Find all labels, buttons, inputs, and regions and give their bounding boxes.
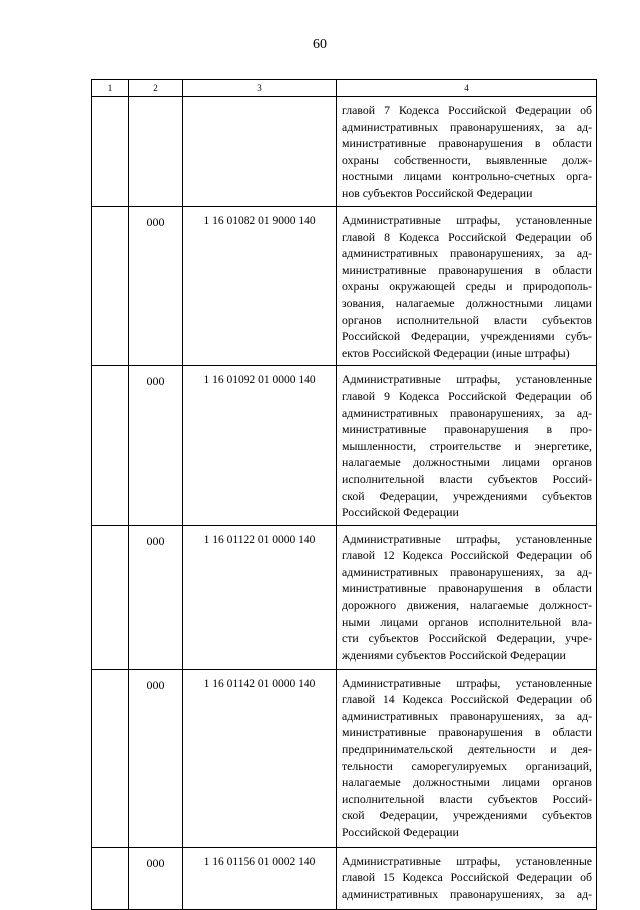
description-line: министративные правонарушения в области	[342, 725, 592, 740]
description-line: министративные правонарушения в области	[342, 581, 592, 596]
row-index-cell	[92, 525, 129, 669]
table-row	[92, 207, 597, 366]
description-line: Административные штрафы, установленные	[342, 213, 592, 227]
revenue-code-cell: 1 16 01142 01 0000 140	[183, 669, 337, 847]
description-line: охраны собственности, выявленные долж-	[342, 152, 592, 167]
description-line: главой 8 Кодекса Российской Федерации об	[342, 229, 592, 244]
table-row	[92, 847, 597, 909]
description-line: ными лицами органов исполнительной вла-	[342, 614, 592, 629]
description-line: Административные штрафы, установленные	[342, 372, 592, 387]
table-row	[92, 366, 597, 525]
description-line: ностными лицами контрольно-счетных орга-	[342, 169, 592, 184]
description-line: административных правонарушениях, за ад-	[342, 246, 592, 261]
description-cell	[337, 525, 597, 669]
header-cell-3: 3	[183, 80, 337, 97]
revenue-code-cell: 1 16 01156 01 0002 140	[183, 847, 337, 909]
description-line: ектов Российской Федерации (иные штрафы)	[342, 345, 570, 360]
revenue-code-cell	[183, 97, 337, 207]
description-line: сти субъектов Российской Федерации, учре-	[342, 631, 592, 646]
description-line: министративные правонарушения в области	[342, 262, 592, 277]
table-header-row	[92, 80, 597, 97]
description-line: мышленности, строительстве и энергетике,	[342, 438, 592, 453]
admin-code-cell: 000	[129, 207, 183, 366]
description-line: главой 12 Кодекса Российской Федерации об	[342, 548, 592, 563]
description-line: Российской Федерации	[342, 505, 459, 520]
admin-code-cell	[129, 97, 183, 207]
description-line: органов исполнительной власти субъектов	[342, 312, 592, 327]
description-cell	[337, 207, 597, 366]
description-line: ской Федерации, учреждениями субъектов	[342, 488, 592, 503]
description-line: главой 7 Кодекса Российской Федерации об	[342, 103, 592, 117]
revenue-code-cell: 1 16 01122 01 0000 140	[183, 525, 337, 669]
description-line: Российской Федерации	[342, 825, 459, 840]
admin-code-cell: 000	[129, 366, 183, 525]
description-cell	[337, 97, 597, 207]
description-line: ской Федерации, учреждениями субъектов	[342, 808, 592, 823]
description-line: административных правонарушениях, за ад-	[342, 564, 592, 579]
table-row	[92, 669, 597, 847]
description-line: исполнительной власти субъектов Россий-	[342, 791, 592, 806]
description-line: зования, налагаемые должностными лицами	[342, 295, 592, 310]
description-line: главой 15 Кодекса Российской Федерации об	[342, 870, 592, 885]
page-number: 60	[313, 37, 327, 52]
description-line: Административные штрафы, установленные	[342, 531, 592, 546]
description-line: министративные правонарушения в области	[342, 136, 592, 151]
description-line: Административные штрафы, установленные	[342, 675, 592, 690]
description-line: административных правонарушениях, за ад-	[342, 708, 592, 723]
description-line: ждениями субъектов Российской Федерации	[342, 647, 566, 662]
description-cell	[337, 366, 597, 525]
description-line: административных правонарушениях, за ад-	[342, 119, 592, 134]
table-row	[92, 525, 597, 669]
revenue-codes-table	[91, 79, 597, 910]
description-line: предпринимательской деятельности и дея-	[342, 742, 592, 757]
description-line: налагаемые должностными лицами органов	[342, 775, 592, 790]
description-line: тельности саморегулируемых организаций,	[342, 758, 592, 773]
admin-code-cell: 000	[129, 669, 183, 847]
header-cell-2: 2	[129, 80, 183, 97]
admin-code-cell: 000	[129, 847, 183, 909]
description-line: главой 14 Кодекса Российской Федерации об	[342, 692, 592, 707]
row-index-cell	[92, 847, 129, 909]
row-index-cell	[92, 207, 129, 366]
description-line: исполнительной власти субъектов Россий-	[342, 471, 592, 486]
description-line: нов субъектов Российской Федерации	[342, 185, 533, 200]
description-line: административных правонарушениях, за ад-	[342, 886, 592, 901]
header-cell-4: 4	[337, 80, 597, 97]
table-row	[92, 97, 597, 207]
row-index-cell	[92, 669, 129, 847]
revenue-code-cell: 1 16 01082 01 9000 140	[183, 207, 337, 366]
header-cell-1: 1	[92, 80, 129, 97]
description-line: налагаемые должностными лицами органов	[342, 455, 592, 470]
description-cell	[337, 669, 597, 847]
admin-code-cell: 000	[129, 525, 183, 669]
row-index-cell	[92, 366, 129, 525]
description-line: министративные правонарушения в про-	[342, 422, 592, 437]
description-line: главой 9 Кодекса Российской Федерации об	[342, 388, 592, 403]
description-line: Российской Федерации, учреждениями субъ-	[342, 329, 592, 344]
description-line: административных правонарушениях, за ад-	[342, 405, 592, 420]
description-cell	[337, 847, 597, 909]
revenue-code-cell: 1 16 01092 01 0000 140	[183, 366, 337, 525]
description-line: дорожного движения, налагаемые должност-	[342, 598, 592, 613]
row-index-cell	[92, 97, 129, 207]
description-line: охраны окружающей среды и природополь-	[342, 279, 592, 294]
description-line: Административные штрафы, установленные	[342, 853, 592, 868]
